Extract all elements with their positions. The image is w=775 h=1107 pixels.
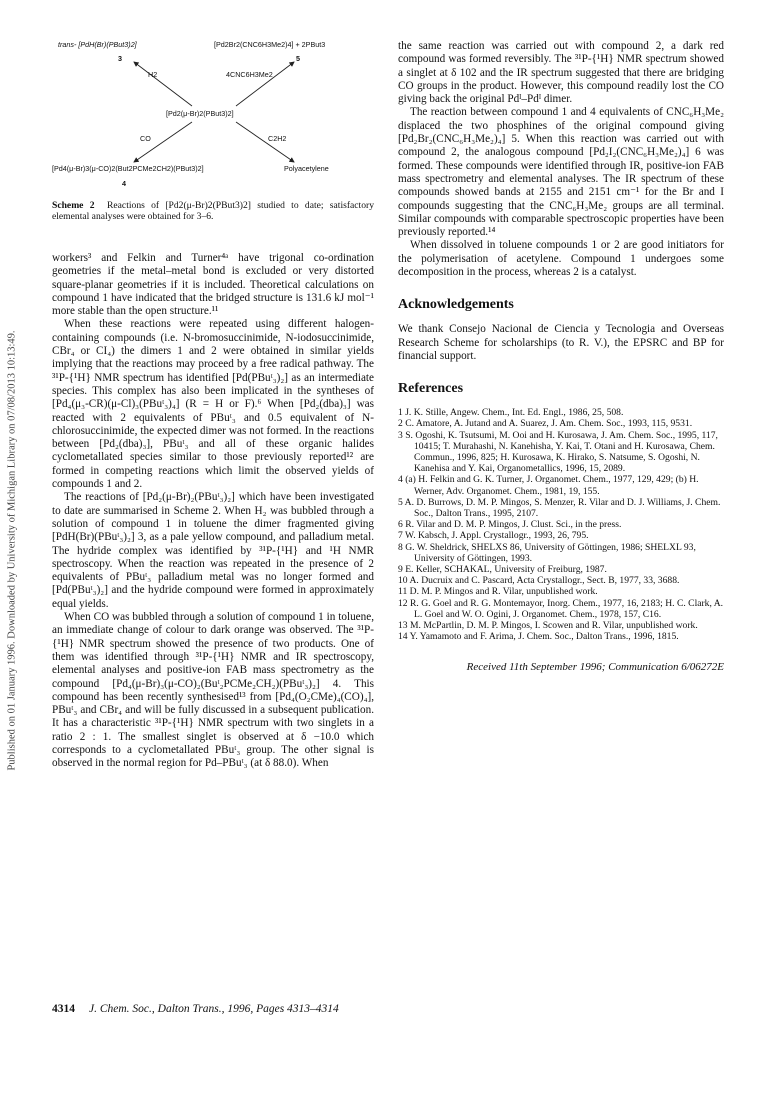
scheme-label-3: 3 <box>118 54 122 63</box>
reference-item: 1 J. K. Stille, Angew. Chem., Int. Ed. Engl., 1986, 25, 508. <box>398 407 624 419</box>
scheme-reagent-h2: H2 <box>148 70 158 79</box>
download-stamp-text: Published on 01 January 1996. Downloaded by University of Michigan Library on 07/08/2013 10:13:49. <box>6 329 18 771</box>
reference-item: 3 S. Ogoshi, K. Tsutsumi, M. Ooi and H. Kurosawa, J. Am. Chem. Soc., 1995, 117, 10415; T. Murahashi, N. Kanehisha, Y. Kai, T. Otani and H. Kurosawa, Chem. Commun., 1996, 825; H. Kurosawa, K. Hirako, S. Natsume, S. Ogoshi, N. Kanehisa and Y. Kai, Organometallics, 1996, 15, 2089. <box>398 429 718 475</box>
scheme-reagent-acetylene: C2H2 <box>268 134 287 143</box>
scheme-product-polyacetylene: Polyacetylene <box>284 164 329 173</box>
reference-item: 7 W. Kabsch, J. Appl. Crystallogr., 1993, 26, 795. <box>398 530 589 542</box>
body-paragraph: the same reaction was carried out with compound 2, a dark red compound was formed reversibly. The ³¹P-{¹H} NMR spectrum showed a singlet at δ 102 and the IR spectrum suggested that there are bridging CO groups in the product. However, this compound readily lost the CO giving back the original Pdᴵ–Pdᴵ dimer. <box>398 40 724 106</box>
scheme-caption-text: Reactions of [Pd2(μ-Br)2(PBut3)2] studied to date; satisfactory elemental analyses were obtained for 3–6. <box>52 200 375 222</box>
page-number: 4314 <box>52 1003 75 1015</box>
reference-item: 14 Y. Yamamoto and F. Arima, J. Chem. Soc., Dalton Trans., 1996, 1815. <box>398 631 679 643</box>
reference-list <box>398 407 724 642</box>
arrow-to-3 <box>134 62 192 106</box>
body-paragraph: workers³ and Felkin and Turner⁴ᵃ have trigonal co-ordination geometries if the metal–metal bond is excluded or very distorted square-planar geometries if it is included. Theoretical calculations on compound 1 have indicated that the bridged structure is 131.6 kJ mol⁻¹ more stable than the open structure.¹¹ <box>52 252 374 318</box>
arrow-to-5 <box>236 62 294 106</box>
body-paragraph: When dissolved in toluene compounds 1 or 2 are good initiators for the polymerisation of acetylene. Compound 1 undergoes some decomposition in the process, whereas 2 is a catalyst. <box>398 239 724 279</box>
acknowledgements-heading: Acknowledgements <box>398 297 514 313</box>
download-stamp <box>6 200 18 900</box>
journal-citation: J. Chem. Soc., Dalton Trans., 1996, Pages 4313–4314 <box>89 1003 339 1015</box>
reference-item: 13 M. McPartlin, D. M. P. Mingos, I. Scowen and R. Vilar, unpublished work. <box>398 620 698 632</box>
scheme-product-4: [Pd4(μ-Br)3(μ-CO)2(But2PCMe2CH2)(PBut3)2] <box>52 164 204 173</box>
scheme-label-4: 4 <box>122 179 126 188</box>
body-paragraph: When CO was bubbled through a solution of compound 1 in toluene, an immediate change of colour to dark orange was observed. The ³¹P-{¹H} NMR spectrum showed the presence of two products. One of them was identified through ³¹P-{¹H} NMR and IR spectroscopy, elemental analyses and positive-ion FAB mass spectrometry as the compound [Pd₄(μ-Br)₃(μ-CO)₂(Buᵗ₂PCMe₂CH₂)(PBuᵗ₃)₂] 4. This compound has been recently synthesised¹³ from [Pd₄(O₂CMe)₄(CO)₄], PBuᵗ₃ and CBr₄ and will be fully discussed in a subsequent publication. It has a characteristic ³¹P-{¹H} NMR spectrum with two singlets in a ratio 2 : 1. The smallest singlet is observed at δ −10.0 which corresponds to a cyclometallated PBuᵗ₃ group. The other signal is observed in the normal region for Pd–PBuᵗ₃ (at δ 88.0). When <box>52 611 374 770</box>
scheme-reagent-co: CO <box>140 134 151 143</box>
page-footer <box>52 1003 339 1015</box>
acknowledgements-text: We thank Consejo Nacional de Ciencia y Tecnologia and Overseas Research Scheme for scholarships (to R. V.), the EPSRC and BP for financial support. <box>398 323 724 362</box>
scheme-diagram <box>52 40 374 192</box>
scheme-label-5: 5 <box>296 54 300 63</box>
scheme-reagent-isocyanide: 4CNC6H3Me2 <box>226 70 273 79</box>
body-paragraph: The reaction between compound 1 and 4 equivalents of CNC₆H₃Me₂ displaced the two phosphines of the original compound giving [Pd₂Br₂(CNC₆H₃Me₂)₄] 5. When this reaction was carried out with compound 2, the analogous compound [Pd₂I₂(CNC₆H₃Me₂)₄] 6 was formed. These compounds were identified through IR, positive-ion FAB mass spectrometry and elemental analyses. The IR spectrum of these compounds showed bands at 2155 and 2151 cm⁻¹ for the Br and I compounds suggesting that the CNC₆H₃Me₂ groups are all terminal. Similar compounds with comparable spectroscopic properties have been previously reported.¹⁴ <box>398 106 724 239</box>
scheme-starting-dimer: [Pd2(μ-Br)2(PBut3)2] <box>166 109 234 118</box>
reference-item: 10 A. Ducruix and C. Pascard, Acta Crystallogr., Sect. B, 1977, 33, 3688. <box>398 575 680 587</box>
reference-item: 11 D. M. P. Mingos and R. Vilar, unpublished work. <box>398 586 598 598</box>
right-column <box>398 40 724 673</box>
body-paragraph: The reactions of [Pd₂(μ-Br)₂(PBuᵗ₃)₂] which have been investigated to date are summarised in Scheme 2. When H₂ was bubbled through a solution of compound 1 in toluene the dimer fragmented giving [PdH(Br)(PBuᵗ₃)₂] 3, as a pale yellow compound, and palladium metal. The hydride complex was identified by ³¹P-{¹H} and ¹H NMR spectroscopy. When the reaction was repeated in the presence of 2 equivalents of PBuᵗ₃ palladium metal was no longer formed and [Pd(PBuᵗ₃)₂] and the hydride compound were formed in approximately equal yields. <box>52 491 374 610</box>
reference-item: 12 R. G. Goel and R. G. Montemayor, Inorg. Chem., 1977, 16, 2183; H. C. Clark, A. L. Goel and W. O. Ogini, J. Organomet. Chem., 1978, 157, C16. <box>398 597 724 620</box>
reference-item: 9 E. Keller, SCHAKAL, University of Freiburg, 1987. <box>398 564 607 576</box>
reference-item: 4 (a) H. Felkin and G. K. Turner, J. Organomet. Chem., 1977, 129, 429; (b) H. Werner, Adv. Organomet. Chem., 1981, 19, 155. <box>398 474 699 497</box>
body-paragraph: When these reactions were repeated using different halogen-containing compounds (i.e. N-bromosuccinimide, N-iodosuccinimide, CBr₄ or CI₄) the dimers 1 and 2 were obtained in similar yields implying that the reactions may proceed by a free radical pathway. The ³¹P-{¹H} NMR spectrum has identified [Pd(PBuᵗ₃)₂] as an intermediate species. This complex has also been implicated in the syntheses of [Pd₄(μ₃-CR)(μ-Cl)₃(PBuᵗ₃)₄] (R = H or F).⁶ When [Pd₂(dba)₃] was reacted with 2 equivalents of PBuᵗ₃ and 0.5 equivalent of N-chlorosuccinimide, the expected dimer was not formed. In the reactions between [Pd₂(dba)₃], PBuᵗ₃ and all of these organic halides cyclometallated species similar to those previously reported¹² are formed in competing reactions which limit the observed yields of compounds 1 and 2. <box>52 318 374 491</box>
reference-item: 8 G. W. Sheldrick, SHELXS 86, University of Göttingen, 1986; SHELXL 93, University of Göttingen, 1993. <box>398 541 696 564</box>
reference-item: 2 C. Amatore, A. Jutand and A. Suarez, J. Am. Chem. Soc., 1993, 115, 9531. <box>398 418 693 430</box>
reference-item: 6 R. Vilar and D. M. P. Mingos, J. Clust. Sci., in the press. <box>398 519 622 531</box>
scheme-product-3: trans- [PdH(Br)(PBut3)2] <box>58 40 137 49</box>
references-heading: References <box>398 381 464 397</box>
left-column <box>52 40 374 771</box>
received-note: Received 11th September 1996; Communication 6/06272E <box>466 660 724 673</box>
reference-item: 5 A. D. Burrows, D. M. P. Mingos, S. Menzer, R. Vilar and D. J. Williams, J. Chem. Soc., Dalton Trans., 1995, 2107. <box>398 496 721 520</box>
scheme-product-5: [Pd2Br2(CNC6H3Me2)4] + 2PBut3 <box>214 40 326 49</box>
scheme-caption-label: Scheme 2 <box>52 200 95 211</box>
scheme-caption <box>52 200 374 222</box>
